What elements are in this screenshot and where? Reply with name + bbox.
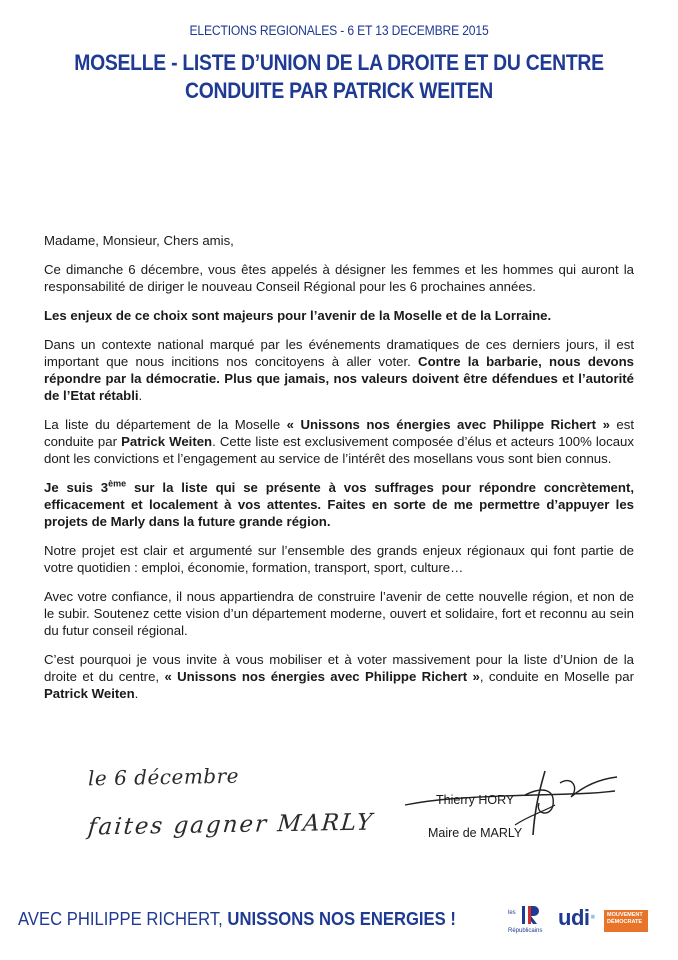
signatory-name: Thierry HORY xyxy=(436,793,515,807)
paragraph-4-text: La liste du département de la Moselle xyxy=(44,417,287,432)
paragraph-5-start: Je suis 3 xyxy=(44,480,109,495)
paragraph-3-bold: Contre la barbarie, nous devons répondre par la démocratie. Plus que jamais, nos valeurs doivent être défendues et l’autorité de l’Etat rétabli xyxy=(44,354,634,403)
election-kicker: ELECTIONS REGIONALES - 6 ET 13 DECEMBRE 2015 xyxy=(189,23,489,38)
paragraph-4 xyxy=(44,416,634,467)
udi-dot-icon: · xyxy=(589,904,597,931)
lr-mark-icon xyxy=(520,904,540,926)
paragraph-8 xyxy=(44,651,634,702)
paragraph-4-mid: est conduite par xyxy=(44,417,634,449)
paragraph-4-end: . Cette liste est exclusivement composée d’élus et acteurs 100% locaux dont les convictions et l’engagement au service de l’intérêt des mosellans vous sont bien connus. xyxy=(44,434,634,466)
paragraph-8-text: C’est pourquoi je vous invite à vous mobiliser et à voter massivement pour la liste d’Union de la droite et du centre, xyxy=(44,652,634,684)
leader-name-2: Patrick Weiten xyxy=(44,686,135,701)
list-name: « Unissons nos énergies avec Philippe Richert » xyxy=(286,417,610,432)
paragraph-3-end: . xyxy=(138,388,143,403)
paragraph-8-mid: , conduite en Moselle par xyxy=(479,669,634,684)
paragraph-3-text: Dans un contexte national marqué par les événements dramatiques de ces derniers jours, il est important que nous incitions nos concitoyens à aller voter. xyxy=(44,337,634,369)
paragraph-7: Avec votre confiance, il nous appartiendra de construire l’avenir de cette nouvelle région, et non de le subir. Soutenez cette vision d’un département moderne, ouvert et solidaire, fort et reconnu au sein du futur conseil régional. xyxy=(44,589,634,638)
udi-logo xyxy=(558,904,597,932)
handwritten-slogan: faites gagner MARLY xyxy=(86,809,376,841)
udi-logo-text: udi xyxy=(558,905,590,930)
document-title-line2: CONDUITE PAR PATRICK WEITEN xyxy=(184,78,493,103)
paragraph-3 xyxy=(44,336,634,404)
signatory-role: Maire de MARLY xyxy=(428,826,523,840)
lr-logo-bottom-text: Républicains xyxy=(508,928,543,934)
paragraph-2-text: Les enjeux de ce choix sont majeurs pour l’avenir de la Moselle et de la Lorraine. xyxy=(44,308,552,323)
paragraph-6: Notre projet est clair et argumenté sur l’ensemble des grands enjeux régionaux qui font partie de votre quotidien : emploi, économie, formation, transport, sport, culture… xyxy=(44,543,634,575)
document-title-line1: MOSELLE - LISTE D’UNION DE LA DROITE ET DU CENTRE xyxy=(74,50,604,75)
les-republicains-logo xyxy=(508,904,552,940)
letter-greeting: Madame, Monsieur, Chers amis, xyxy=(44,233,234,248)
paragraph-2 xyxy=(44,307,634,324)
letter-body xyxy=(44,232,634,714)
modem-logo: MOUVEMENT DÉMOCRATE xyxy=(604,910,648,932)
paragraph-5 xyxy=(44,479,634,530)
paragraph-1: Ce dimanche 6 décembre, vous êtes appelés à désigner les femmes et les hommes qui auront la responsabilité de diriger le nouveau Conseil Régional pour les 6 prochaines années. xyxy=(44,262,634,294)
leader-name: Patrick Weiten xyxy=(121,434,213,449)
footer-slogan-start: AVEC PHILIPPE RICHERT, xyxy=(18,908,228,929)
paragraph-8-end: . xyxy=(134,686,139,701)
rank-superscript: ème xyxy=(108,478,127,489)
footer-slogan xyxy=(18,908,456,930)
lr-logo-top-text: les xyxy=(508,910,516,916)
handwritten-date: le 6 décembre xyxy=(87,763,240,791)
paragraph-5-text: sur la liste qui se présente à vos suffrages pour répondre concrètement, efficacement et localement à vos attentes. Faites en sorte de me permettre d’appuyer les projets de Marly dans la future grande région. xyxy=(44,480,634,529)
list-name-2: « Unissons nos énergies avec Philippe Richert » xyxy=(164,669,480,684)
footer-slogan-bold: UNISSONS NOS ENERGIES ! xyxy=(227,908,456,929)
